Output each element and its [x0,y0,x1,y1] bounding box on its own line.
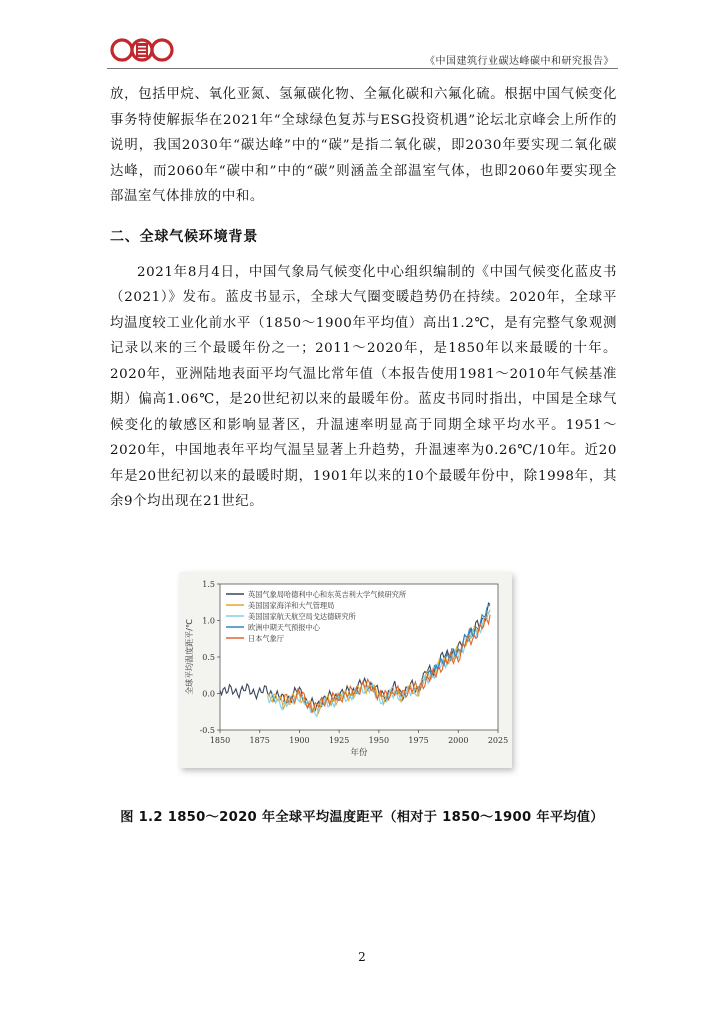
y-tick-label: 1.5 [202,580,215,589]
page-number: 2 [358,950,366,964]
x-tick-label: 1850 [209,736,231,745]
header-divider [107,68,618,69]
paragraph-emissions: 放，包括甲烷、氧化亚氮、氢氟碳化物、全氟化碳和六氟化硫。根据中国气候变化事务特使解振华在2021年“全球绿色复苏与ESG投资机遇”论坛北京峰会上所作的说明，我国2030年“碳达峰”中的“碳”是指二氧化碳，即2030年要实现二氧化碳达峰，而2060年“碳中和”中的“碳”则涵盖全部温室气体，也即2060年要实现全部温室气体排放的中和。 [110,87,617,204]
report-logo-icon [110,34,174,66]
y-tick-label: 0.5 [202,653,215,662]
legend-label-jma: 日本气象厅 [248,634,284,643]
x-axis-label: 年份 [350,748,368,758]
legend-label-hadcrut: 英国气象局哈德利中心和东英吉利大学气候研究所 [248,590,407,599]
section-heading: 二、全球气候环境背景 [110,228,258,245]
page-header [0,0,724,72]
x-tick-label: 1950 [368,736,390,745]
y-tick-label: 0.0 [202,689,215,699]
y-tick-label: -0.5 [199,726,215,735]
page-content [110,82,617,515]
y-axis-label: 全球平均温度距平/℃ [185,619,194,695]
temperature-chart-figure [180,572,512,768]
y-tick-label: 1.0 [202,616,215,626]
legend-label-nasa: 美国国家航天航空局戈达德研究所 [248,612,356,621]
paragraph-climate-background: 2021年8月4日，中国气象局气候变化中心组织编制的《中国气候变化蓝皮书（2021）》发布。蓝皮书显示，全球大气圈变暖趋势仍在持续。2020年，全球平均温度较工业化前水平（1850～1900年平均值）高出1.2℃，是有完整气象观测记录以来的三个最暖年份之一；2011～2020年，是1850年以来最暖的十年。2020年，亚洲陆地表面平均气温比常年值（本报告使用1981～2010年气候基准期）偏高1.06℃，是20世纪初以来的最暖年份。蓝皮书同时指出，中国是全球气候变化的敏感区和影响显著区，升温速率明显高于同期全球平均水平。1951～2020年，中国地表年平均气温呈显著上升趋势，升温速率为0.26℃/10年。近20年是20世纪初以来的最暖时期，1901年以来的10个最暖年份中，除1998年，其余9个均出现在21世纪。 [110,264,617,509]
figure-caption: 图 1.2 1850～2020 年全球平均温度距平（相对于 1850～1900 年平均值） [120,810,604,825]
x-tick-label: 1875 [249,736,270,745]
x-tick-label: 1925 [328,736,350,745]
x-tick-label: 1975 [408,736,429,745]
header-report-title: 《中国建筑行业碳达峰碳中和研究报告》 [425,56,614,67]
legend-label-ecmwf: 欧洲中期天气预报中心 [248,623,320,632]
x-tick-label: 2025 [487,736,509,745]
temperature-anomaly-chart [180,572,512,768]
x-tick-label: 2000 [448,736,469,745]
x-tick-label: 1900 [289,736,310,745]
legend-label-noaa: 美国国家海洋和大气管理局 [248,601,335,610]
